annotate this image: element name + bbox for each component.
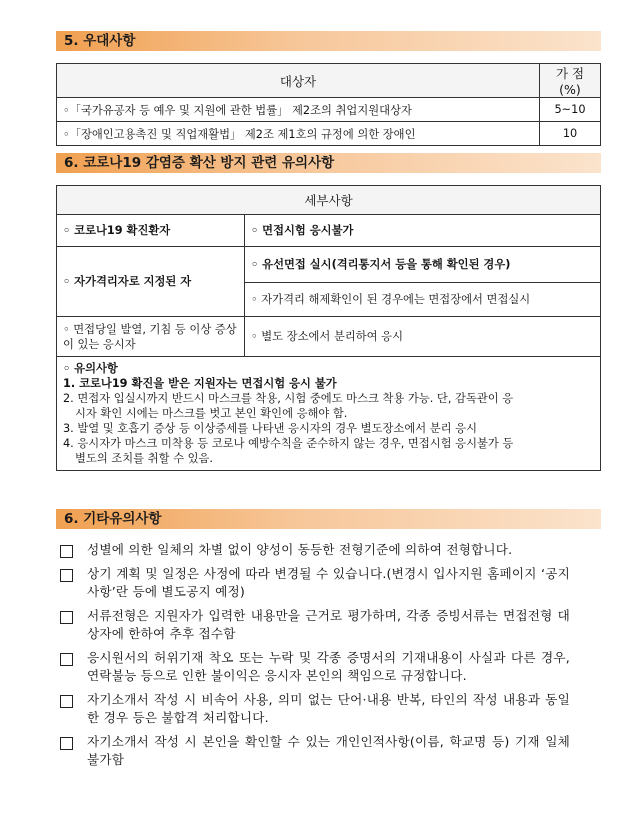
notes-title: ◦ 유의사항 (63, 362, 118, 375)
details-header: 세부사항 (57, 186, 601, 215)
checkbox-icon (60, 545, 73, 558)
covid-case-label: ◦ 코로나19 확진환자 (57, 215, 245, 247)
section-7-title: 6. 기타유의사항 (56, 509, 601, 529)
note-item: 1. 코로나19 확진을 받은 지원자는 면접시험 응시 불가 (63, 377, 337, 390)
checkbox-icon (60, 737, 73, 750)
checkbox-icon (60, 653, 73, 666)
table-row (57, 98, 601, 122)
symptom-action: ◦ 별도 장소에서 분리하여 응시 (245, 317, 601, 357)
section-6-title: 6. 코로나19 감염증 확산 방지 관련 유의사항 (56, 153, 601, 173)
note-item: 2. 면접자 입실시까지 반드시 마스크를 착용, 시험 중에도 마스크 착용 가능. 단, 감독관이 응 (63, 392, 514, 405)
list-item (60, 649, 570, 685)
covid-table (56, 185, 601, 471)
misc-notes-list (60, 541, 570, 775)
checkbox-icon (60, 611, 73, 624)
self-quarantine-label: ◦ 자가격리자로 지정된 자 (57, 247, 245, 317)
target-cell: ◦「장애인고용촉진 및 직업재활법」 제2조 제1호의 규정에 의한 장애인 (57, 122, 540, 146)
col-points-header: 가 점(%) (540, 64, 601, 98)
list-item-text: 응시원서의 허위기재 착오 또는 누락 및 각종 증명서의 기재내용이 사실과 다른 경우, 연락불능 등으로 인한 불이익은 응시자 본인의 책임으로 규정합니다. (87, 650, 570, 683)
points-cell: 10 (540, 122, 601, 146)
note-item: 4. 응시자가 마스크 미착용 등 코로나 예방수칙을 준수하지 않는 경우, 면접시험 응시불가 등 (63, 437, 514, 450)
note-item-continued: 시자 확인 시에는 마스크를 벗고 본인 확인에 응해야 함. (75, 407, 348, 420)
note-item-continued: 별도의 조치를 취할 수 있음. (75, 452, 213, 465)
col-target-header: 대상자 (57, 64, 540, 98)
table-row (57, 122, 601, 146)
covid-case-action: ◦ 면접시험 응시불가 (245, 215, 601, 247)
list-item-text: 자기소개서 작성 시 비속어 사용, 의미 없는 단어·내용 반복, 타인의 작성 내용과 동일한 경우 등은 불합격 처리합니다. (87, 692, 570, 725)
list-item-text: 성별에 의한 일체의 차별 없이 양성이 동등한 전형기준에 의하여 전형합니다. (87, 542, 513, 557)
section-5-title: 5. 우대사항 (56, 31, 601, 51)
note-item: 3. 발열 및 호흡기 증상 등 이상증세를 나타낸 응시자의 경우 별도장소에서 분리 응시 (63, 422, 477, 435)
checkbox-icon (60, 695, 73, 708)
list-item (60, 691, 570, 727)
list-item (60, 541, 570, 559)
self-quarantine-action-a: ◦ 유선면접 실시(격리통지서 등을 통해 확인된 경우) (245, 247, 601, 283)
list-item-text: 자기소개서 작성 시 본인을 확인할 수 있는 개인인적사항(이름, 학교명 등) 기재 일체 불가함 (87, 734, 570, 767)
list-item (60, 607, 570, 643)
list-item (60, 733, 570, 769)
symptom-label: ◦ 면접당일 발열, 기침 등 이상 증상이 있는 응시자 (57, 317, 245, 357)
list-item-text: 서류전형은 지원자가 입력한 내용만을 근거로 평가하며, 각종 증빙서류는 면접전형 대상자에 한하여 추후 접수함 (87, 608, 570, 641)
list-item (60, 565, 570, 601)
list-item-text: 상기 계획 및 일정은 사정에 따라 변경될 수 있습니다.(변경시 입사지원 홈페이지 ‘공지사항’란 등에 별도공지 예정) (87, 566, 570, 599)
table-header-row (57, 64, 601, 98)
preference-table (56, 63, 601, 146)
precautions-notes (57, 357, 601, 471)
target-cell: ◦「국가유공자 등 예우 및 지원에 관한 법률」 제2조의 취업지원대상자 (57, 98, 540, 122)
self-quarantine-action-b: ◦ 자가격리 해제확인이 된 경우에는 면접장에서 면접실시 (245, 283, 601, 317)
checkbox-icon (60, 569, 73, 582)
points-cell: 5~10 (540, 98, 601, 122)
